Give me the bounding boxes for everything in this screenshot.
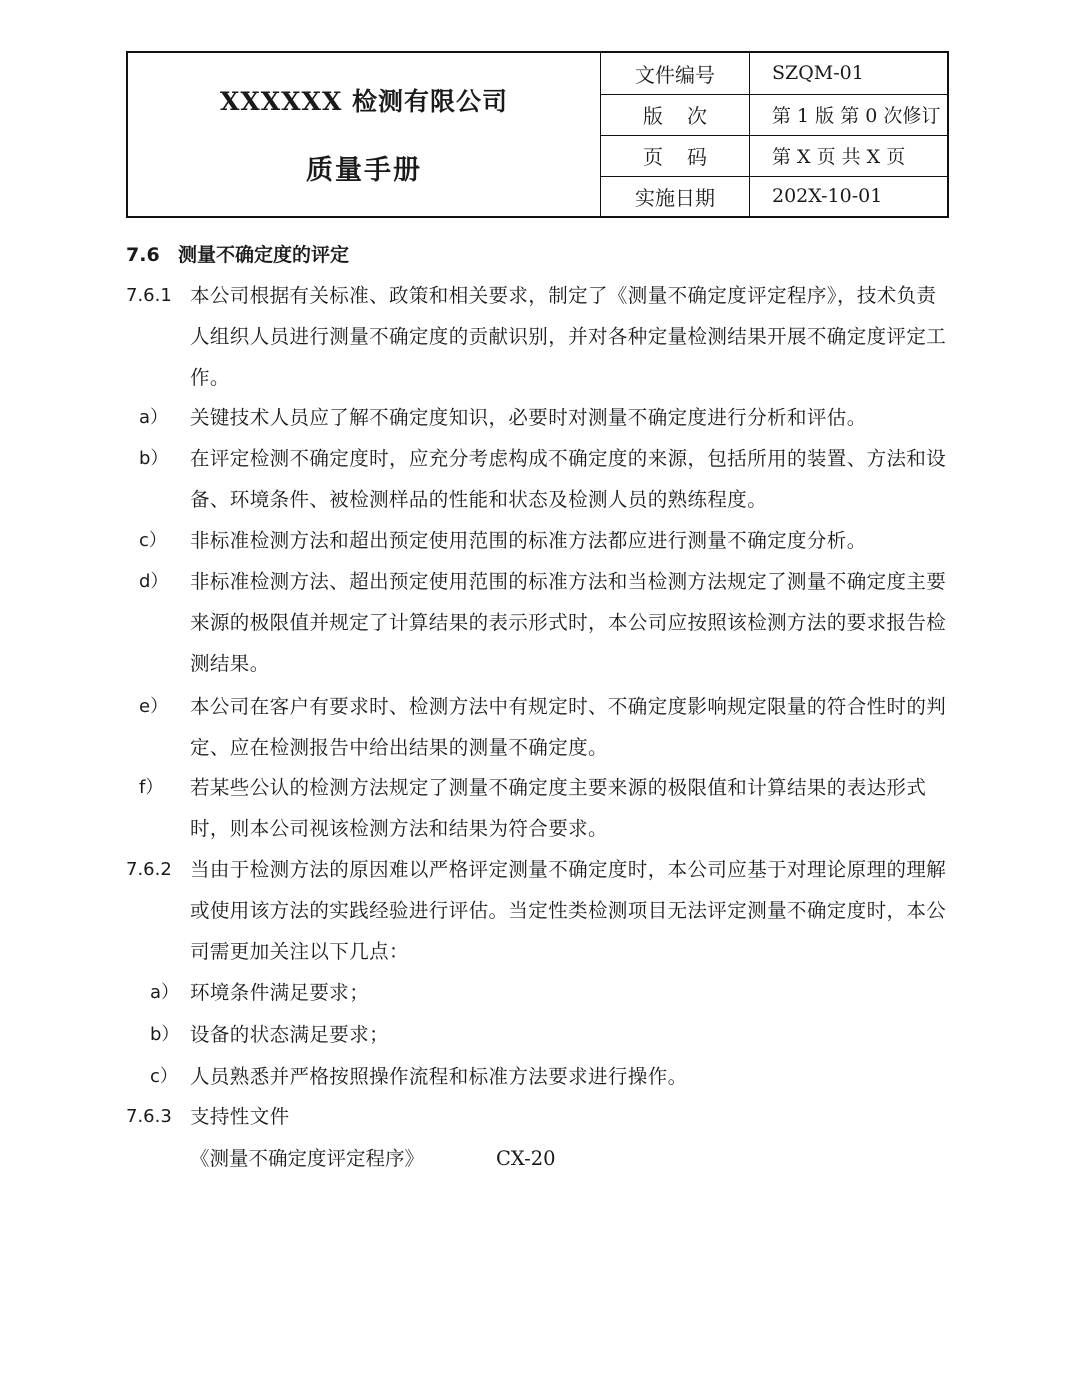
item-762-a-label: a） (150, 982, 180, 1003)
item-762-b-label: b） (150, 1024, 180, 1045)
item-761-a-label: a） (139, 407, 169, 428)
effective-date-value: 202X-10-01 (750, 176, 949, 217)
item-761-f-text: 若某些公认的检测方法规定了测量不确定度主要来源的极限值和计算结果的表达形式时，则本公司视该检测方法和结果为符合要求。 (190, 776, 927, 840)
page-value: 第 X 页 共 X 页 (750, 135, 949, 176)
section-title: 测量不确定度的评定 (178, 244, 350, 266)
item-762-a-text: 环境条件满足要求； (190, 981, 370, 1004)
doc-number-label: 文件编号 (601, 52, 750, 94)
support-doc-code: CX-20 (496, 1147, 556, 1170)
item-762-c-text: 人员熟悉并严格按照操作流程和标准方法要求进行操作。 (190, 1065, 688, 1088)
clause-763-title: 支持性文件 (190, 1105, 290, 1128)
clause-762-text: 当由于检测方法的原因难以严格评定测量不确定度时，本公司应基于对理论原理的理解或使用该方法的实践经验进行评估。当定性类检测项目无法评定测量不确定度时，本公司需更加关注以下几点： (190, 858, 947, 963)
item-761-c-label: c） (139, 530, 167, 551)
item-762-c-label: c） (150, 1066, 178, 1087)
item-761-d-text: 非标准检测方法、超出预定使用范围的标准方法和当检测方法规定了测量不确定度主要来源的极限值并规定了计算结果的表示形式时，本公司应按照该检测方法的要求报告检测结果。 (190, 570, 947, 675)
item-761-a-text: 关键技术人员应了解不确定度知识，必要时对测量不确定度进行分析和评估。 (190, 406, 867, 429)
company-name: XXXXXX 检测有限公司 (219, 87, 509, 116)
doc-number-value: SZQM-01 (750, 52, 949, 94)
item-761-b-label: b） (139, 448, 169, 469)
item-761-f-label: f） (139, 777, 164, 798)
section-number: 7.6 (126, 244, 160, 266)
item-761-d-label: d） (139, 571, 169, 592)
item-761-b-text: 在评定检测不确定度时，应充分考虑构成不确定度的来源，包括所用的装置、方法和设备、环境条件、被检测样品的性能和状态及检测人员的熟练程度。 (190, 447, 947, 511)
edition-value: 第 1 版 第 0 次修订 (750, 94, 949, 135)
document-header-table (126, 51, 949, 218)
clause-763-number: 7.6.3 (126, 1106, 172, 1127)
company-title-cell (127, 52, 601, 217)
section-heading (126, 240, 349, 267)
manual-title: 质量手册 (306, 155, 422, 186)
item-762-b-text: 设备的状态满足要求； (190, 1023, 390, 1046)
item-761-e-label: e） (139, 696, 169, 717)
item-761-e-text: 本公司在客户有要求时、检测方法中有规定时、不确定度影响规定限量的符合性时的判定、应在检测报告中给出结果的测量不确定度。 (190, 695, 947, 759)
clause-761-text: 本公司根据有关标准、政策和相关要求，制定了《测量不确定度评定程序》，技术负责人组织人员进行测量不确定度的贡献识别，并对各种定量检测结果开展不确定度评定工作。 (190, 284, 947, 389)
page-label: 页码 (601, 135, 750, 176)
clause-761-number: 7.6.1 (126, 285, 172, 306)
clause-762-number: 7.6.2 (126, 859, 172, 880)
support-doc-name: 《测量不确定度评定程序》 (190, 1147, 425, 1170)
item-761-c-text: 非标准检测方法和超出预定使用范围的标准方法都应进行测量不确定度分析。 (190, 529, 867, 552)
edition-label: 版次 (601, 94, 750, 135)
effective-date-label: 实施日期 (601, 176, 750, 217)
